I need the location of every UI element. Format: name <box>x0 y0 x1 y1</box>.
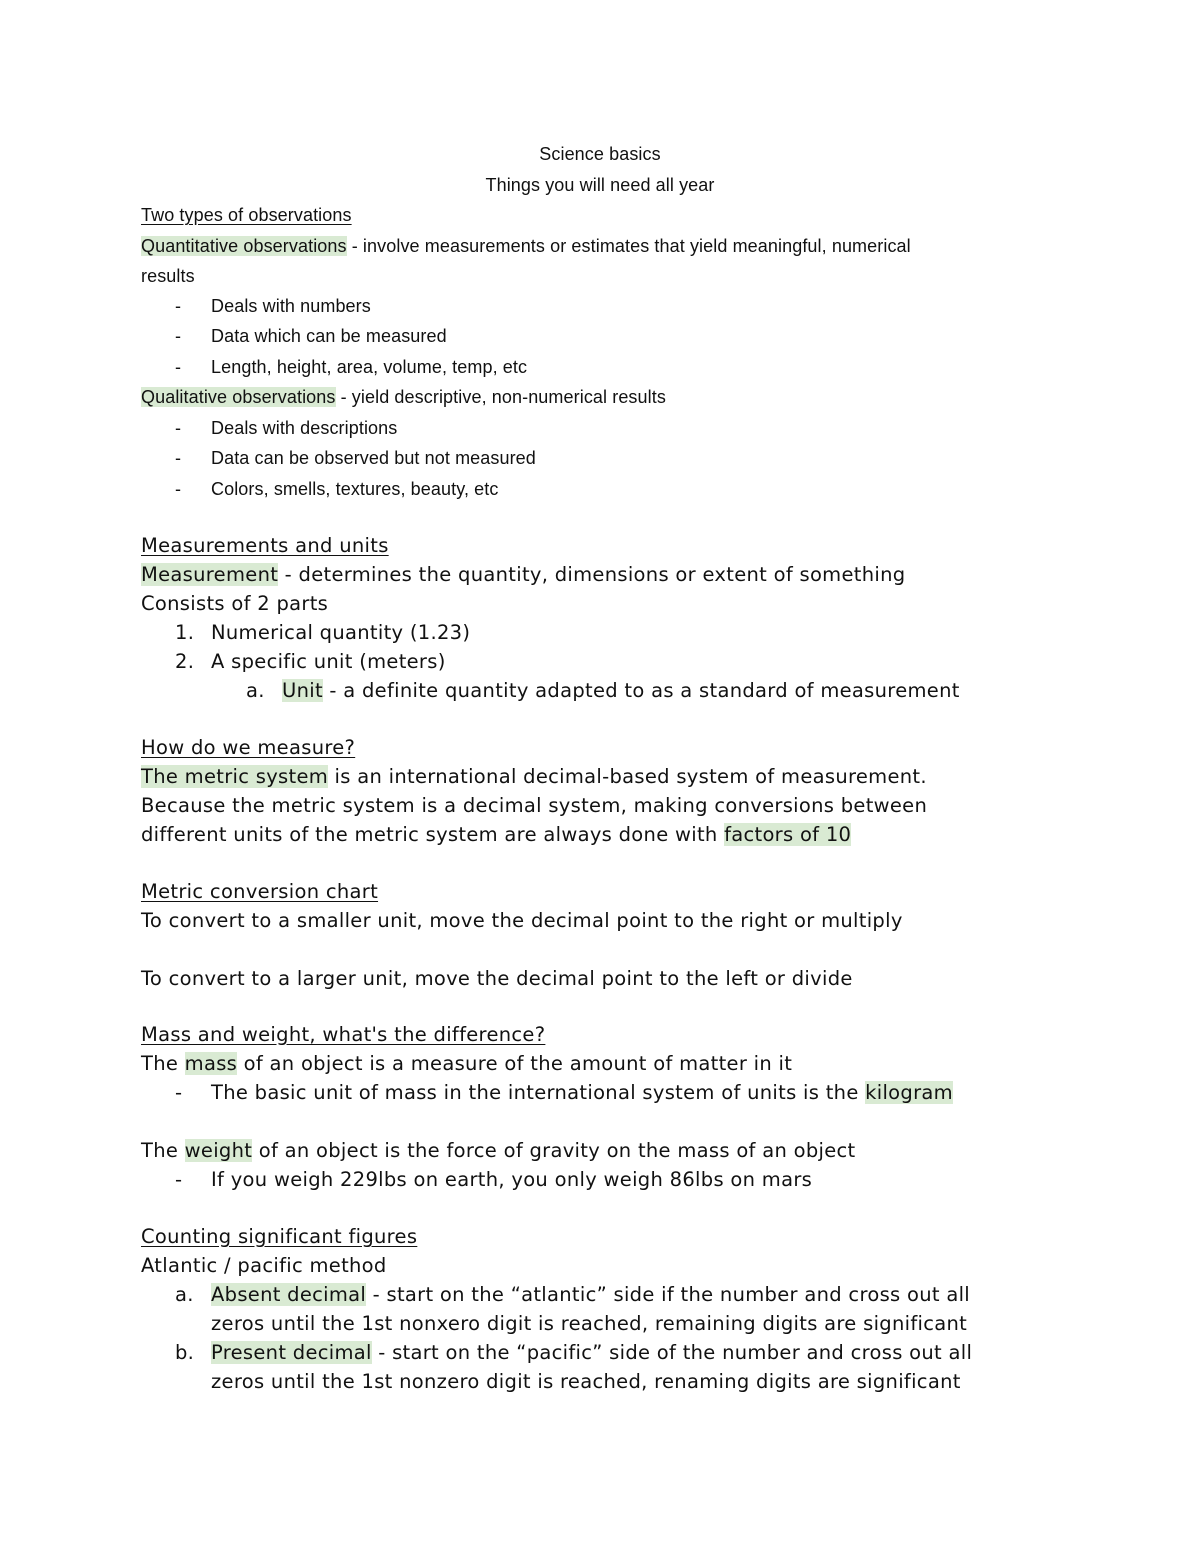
term-measurement: Measurement <box>141 563 279 586</box>
weight-def-text: of an object is the force of gravity on the mass of an object <box>252 1139 856 1162</box>
list-item: Data which can be measured <box>211 326 447 346</box>
term-factors-of-10: factors of 10 <box>724 823 852 846</box>
present-decimal-line-1 <box>211 1343 972 1363</box>
metric-line-3 <box>141 825 851 845</box>
bullet-dash: - <box>175 418 182 438</box>
term-qualitative: Qualitative observations <box>141 387 336 407</box>
weight-definition <box>141 1141 856 1161</box>
bullet-dash: - <box>175 326 182 346</box>
list-marker: 1. <box>175 621 195 644</box>
bullet-dash: - <box>175 1081 183 1104</box>
list-item: Length, height, area, volume, temp, etc <box>211 357 528 377</box>
list-item: Deals with numbers <box>211 296 371 316</box>
mass-pre: The <box>141 1052 185 1075</box>
section-heading-mass: Mass and weight, what's the difference? <box>141 1023 546 1046</box>
metric-line-1 <box>141 767 927 787</box>
page-subtitle: Things you will need all year <box>485 175 715 195</box>
term-weight: weight <box>184 1139 253 1162</box>
list-marker: b. <box>175 1341 195 1364</box>
bullet-dash: - <box>175 357 182 377</box>
term-mass: mass <box>184 1052 238 1075</box>
bullet-dash: - <box>175 448 182 468</box>
bullet-dash: - <box>175 1168 183 1191</box>
list-item: Deals with descriptions <box>211 418 398 438</box>
qualitative-definition <box>141 388 666 406</box>
section-heading-observations: Two types of observations <box>141 205 352 225</box>
term-present-decimal: Present decimal <box>211 1341 372 1364</box>
list-marker: a. <box>246 679 265 702</box>
list-item <box>211 1083 953 1103</box>
weight-pre: The <box>141 1139 185 1162</box>
term-metric-system: The metric system <box>141 765 329 788</box>
quantitative-def-cont: results <box>141 266 195 286</box>
list-marker: 2. <box>175 650 195 673</box>
mass-def-text: of an object is a measure of the amount of matter in it <box>237 1052 793 1075</box>
list-marker: a. <box>175 1283 194 1306</box>
term-quantitative: Quantitative observations <box>141 236 347 256</box>
method-line: Atlantic / pacific method <box>141 1254 387 1277</box>
measurement-def-text: - determines the quantity, dimensions or extent of something <box>278 563 906 586</box>
section-heading-measurements: Measurements and units <box>141 534 389 557</box>
page-title: Science basics <box>539 144 661 164</box>
unit-def-text: - a definite quantity adapted to as a standard of measurement <box>322 679 960 702</box>
list-item: If you weigh 229lbs on earth, you only weigh 86lbs on mars <box>211 1168 813 1191</box>
measurement-definition <box>141 565 905 585</box>
convert-larger: To convert to a larger unit, move the decimal point to the left or divide <box>141 967 853 990</box>
list-item: Data can be observed but not measured <box>211 448 536 468</box>
unit-definition <box>282 681 960 701</box>
quantitative-def-text: - involve measurements or estimates that yield meaningful, numerical <box>346 236 911 256</box>
present-decimal-text: - start on the “pacific” side of the number and cross out all <box>371 1341 973 1364</box>
section-heading-sigfigs: Counting significant figures <box>141 1225 418 1248</box>
section-heading-how: How do we measure? <box>141 736 356 759</box>
metric-line-3-text: different units of the metric system are always done with <box>141 823 725 846</box>
list-item: Colors, smells, textures, beauty, etc <box>211 479 499 499</box>
consists-line: Consists of 2 parts <box>141 592 329 615</box>
list-item: Numerical quantity (1.23) <box>211 621 471 644</box>
kilogram-line-text: The basic unit of mass in the international system of units is the <box>211 1081 866 1104</box>
term-absent-decimal: Absent decimal <box>211 1283 367 1306</box>
absent-decimal-line-2: zeros until the 1st nonxero digit is reached, remaining digits are significant <box>211 1312 968 1335</box>
term-kilogram: kilogram <box>865 1081 953 1104</box>
bullet-dash: - <box>175 479 182 499</box>
metric-line-1-text: is an international decimal-based system of measurement. <box>328 765 927 788</box>
quantitative-definition <box>141 237 911 255</box>
present-decimal-line-2: zeros until the 1st nonzero digit is reached, renaming digits are significant <box>211 1370 961 1393</box>
term-unit: Unit <box>282 679 323 702</box>
absent-decimal-line-1 <box>211 1285 970 1305</box>
convert-smaller: To convert to a smaller unit, move the decimal point to the right or multiply <box>141 909 903 932</box>
absent-decimal-text: - start on the “atlantic” side if the number and cross out all <box>366 1283 970 1306</box>
qualitative-def-text: - yield descriptive, non-numerical results <box>335 387 666 407</box>
metric-line-2: Because the metric system is a decimal system, making conversions between <box>141 794 928 817</box>
mass-definition <box>141 1054 792 1074</box>
bullet-dash: - <box>175 296 182 316</box>
list-item: A specific unit (meters) <box>211 650 446 673</box>
section-heading-conversion: Metric conversion chart <box>141 880 379 903</box>
